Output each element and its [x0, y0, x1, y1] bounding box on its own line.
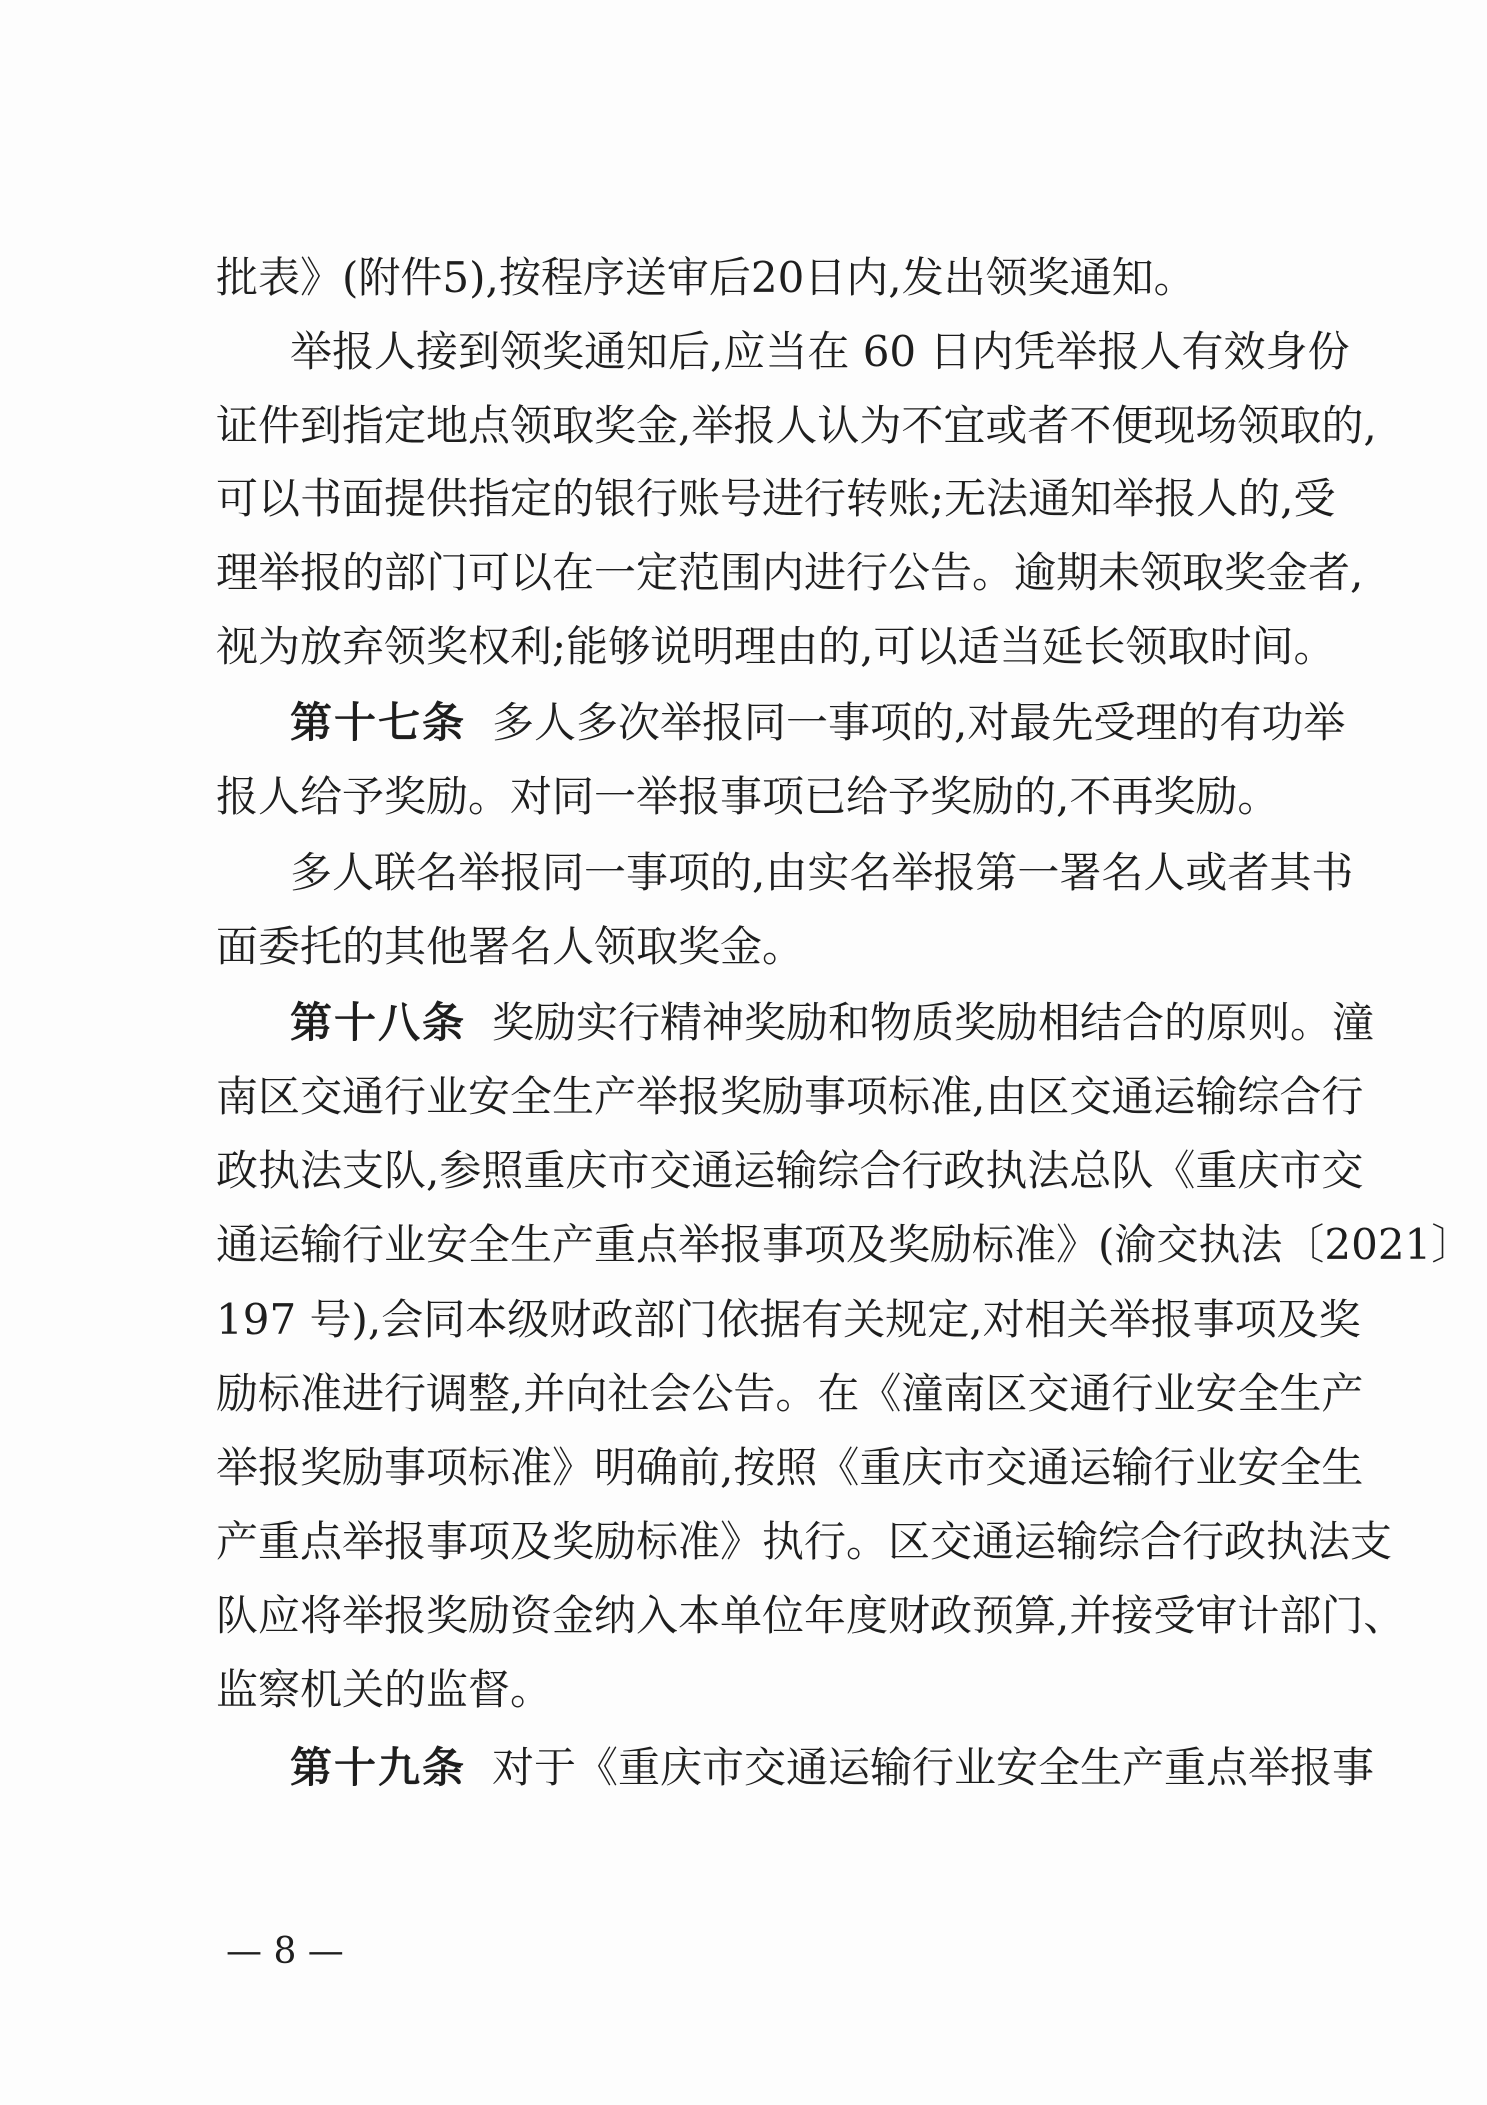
text-span: 对于《重庆市交通运输行业安全生产重点举报事	[492, 1743, 1375, 1792]
text-line: 南区交通行业安全生产举报奖励事项标准,由区交通运输综合行	[216, 1072, 1364, 1121]
text-line: 可以书面提供指定的银行账号进行转账;无法通知举报人的,受	[216, 474, 1336, 523]
text-line: 监察机关的监督。	[216, 1665, 553, 1714]
article-heading: 第十七条	[290, 698, 467, 747]
text-line: 面委托的其他署名人领取奖金。	[216, 922, 805, 971]
text-line: 视为放弃领奖权利;能够说明理由的,可以适当延长领取时间。	[216, 622, 1336, 671]
page-number: — 8 —	[226, 1931, 344, 1972]
article-heading: 第十九条	[290, 1743, 467, 1792]
text-line: 批表》(附件5),按程序送审后20日内,发出领奖通知。	[216, 253, 1196, 302]
article-18-line	[290, 993, 1375, 1053]
text-line: 举报奖励事项标准》明确前,按照《重庆市交通运输行业安全生	[216, 1443, 1364, 1492]
text-line: 理举报的部门可以在一定范围内进行公告。逾期未领取奖金者,	[216, 548, 1364, 597]
text-line: 报人给予奖励。对同一举报事项已给予奖励的,不再奖励。	[216, 772, 1280, 821]
text-line: 通运输行业安全生产重点举报事项及奖励标准》(渝交执法〔2021〕	[216, 1220, 1474, 1269]
text-line: 励标准进行调整,并向社会公告。在《潼南区交通行业安全生产	[216, 1369, 1364, 1418]
text-span: 多人多次举报同一事项的,对最先受理的有功举	[492, 698, 1346, 747]
text-span: 奖励实行精神奖励和物质奖励相结合的原则。潼	[492, 998, 1375, 1047]
text-line: 197 号),会同本级财政部门依据有关规定,对相关举报事项及奖	[216, 1295, 1361, 1344]
text-line: 多人联名举报同一事项的,由实名举报第一署名人或者其书	[290, 848, 1354, 897]
article-17-line	[290, 693, 1346, 753]
text-line: 队应将举报奖励资金纳入本单位年度财政预算,并接受审计部门、	[216, 1591, 1406, 1640]
text-line: 政执法支队,参照重庆市交通运输综合行政执法总队《重庆市交	[216, 1146, 1364, 1195]
text-line: 证件到指定地点领取奖金,举报人认为不宜或者不便现场领取的,	[216, 401, 1377, 450]
text-line: 举报人接到领奖通知后,应当在 60 日内凭举报人有效身份	[290, 327, 1350, 376]
article-19-line	[290, 1738, 1375, 1798]
text-line: 产重点举报事项及奖励标准》执行。区交通运输综合行政执法支	[216, 1517, 1393, 1566]
article-heading: 第十八条	[290, 998, 467, 1047]
